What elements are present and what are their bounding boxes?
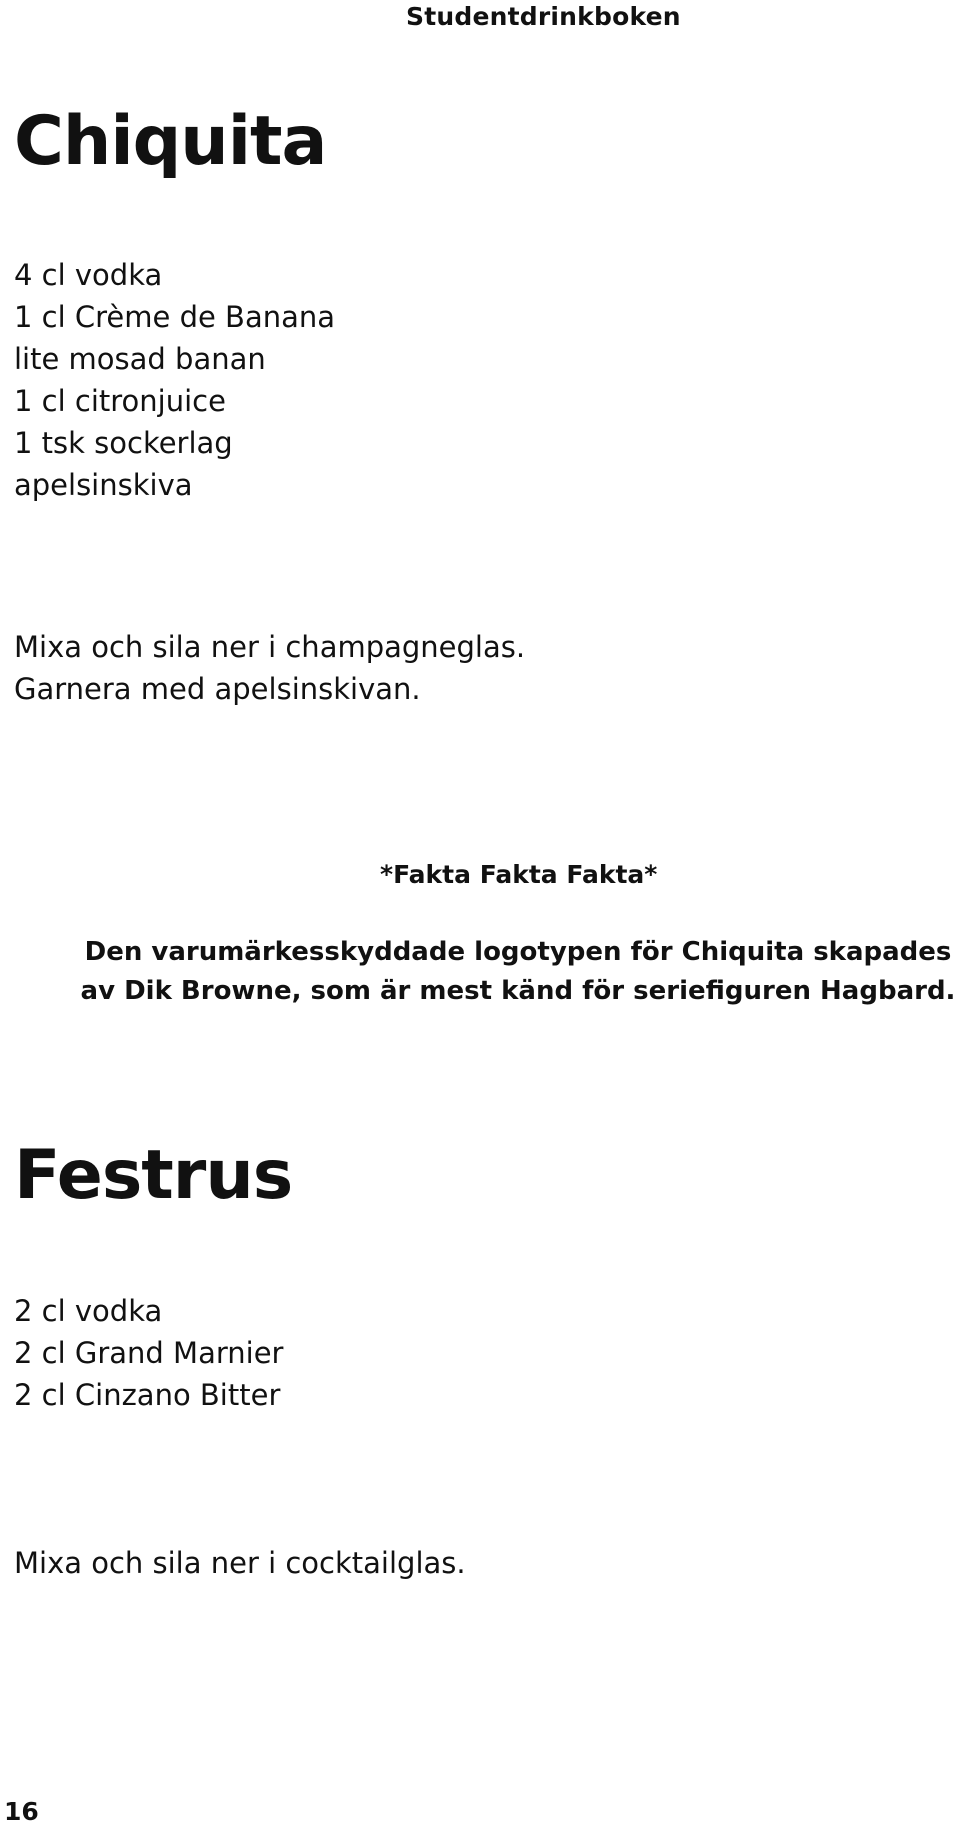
ingredient-item: 1 cl citronjuice <box>14 384 226 418</box>
recipe-title-festrus: Festrus <box>14 1136 293 1215</box>
instructions-festrus <box>14 1542 466 1584</box>
instruction-line: Garnera med apelsinskivan. <box>14 672 421 706</box>
fact-line: Den varumärkesskyddade logotypen för Chiquita skapades <box>84 937 952 967</box>
fact-body <box>0 933 960 1011</box>
recipe-title-chiquita: Chiquita <box>14 102 327 181</box>
ingredient-item: 2 cl vodka <box>14 1294 163 1328</box>
ingredient-item: apelsinskiva <box>14 468 193 502</box>
running-header: Studentdrinkboken <box>406 2 681 31</box>
ingredient-list-festrus <box>14 1290 283 1416</box>
instructions-chiquita <box>14 626 525 710</box>
fact-heading: *Fakta Fakta Fakta* <box>380 860 658 889</box>
instruction-line: Mixa och sila ner i cocktailglas. <box>14 1546 466 1580</box>
ingredient-item: 2 cl Grand Marnier <box>14 1336 284 1370</box>
ingredient-item: 1 cl Crème de Banana <box>14 300 336 334</box>
ingredient-list-chiquita <box>14 254 335 506</box>
ingredient-item: 4 cl vodka <box>14 258 163 292</box>
ingredient-item: lite mosad banan <box>14 342 266 376</box>
ingredient-item: 1 tsk sockerlag <box>14 426 233 460</box>
instruction-line: Mixa och sila ner i champagneglas. <box>14 630 526 664</box>
page-number: 16 <box>4 1797 39 1826</box>
fact-line: av Dik Browne, som är mest känd för seriefiguren Hagbard. <box>80 976 956 1006</box>
ingredient-item: 2 cl Cinzano Bitter <box>14 1378 281 1412</box>
